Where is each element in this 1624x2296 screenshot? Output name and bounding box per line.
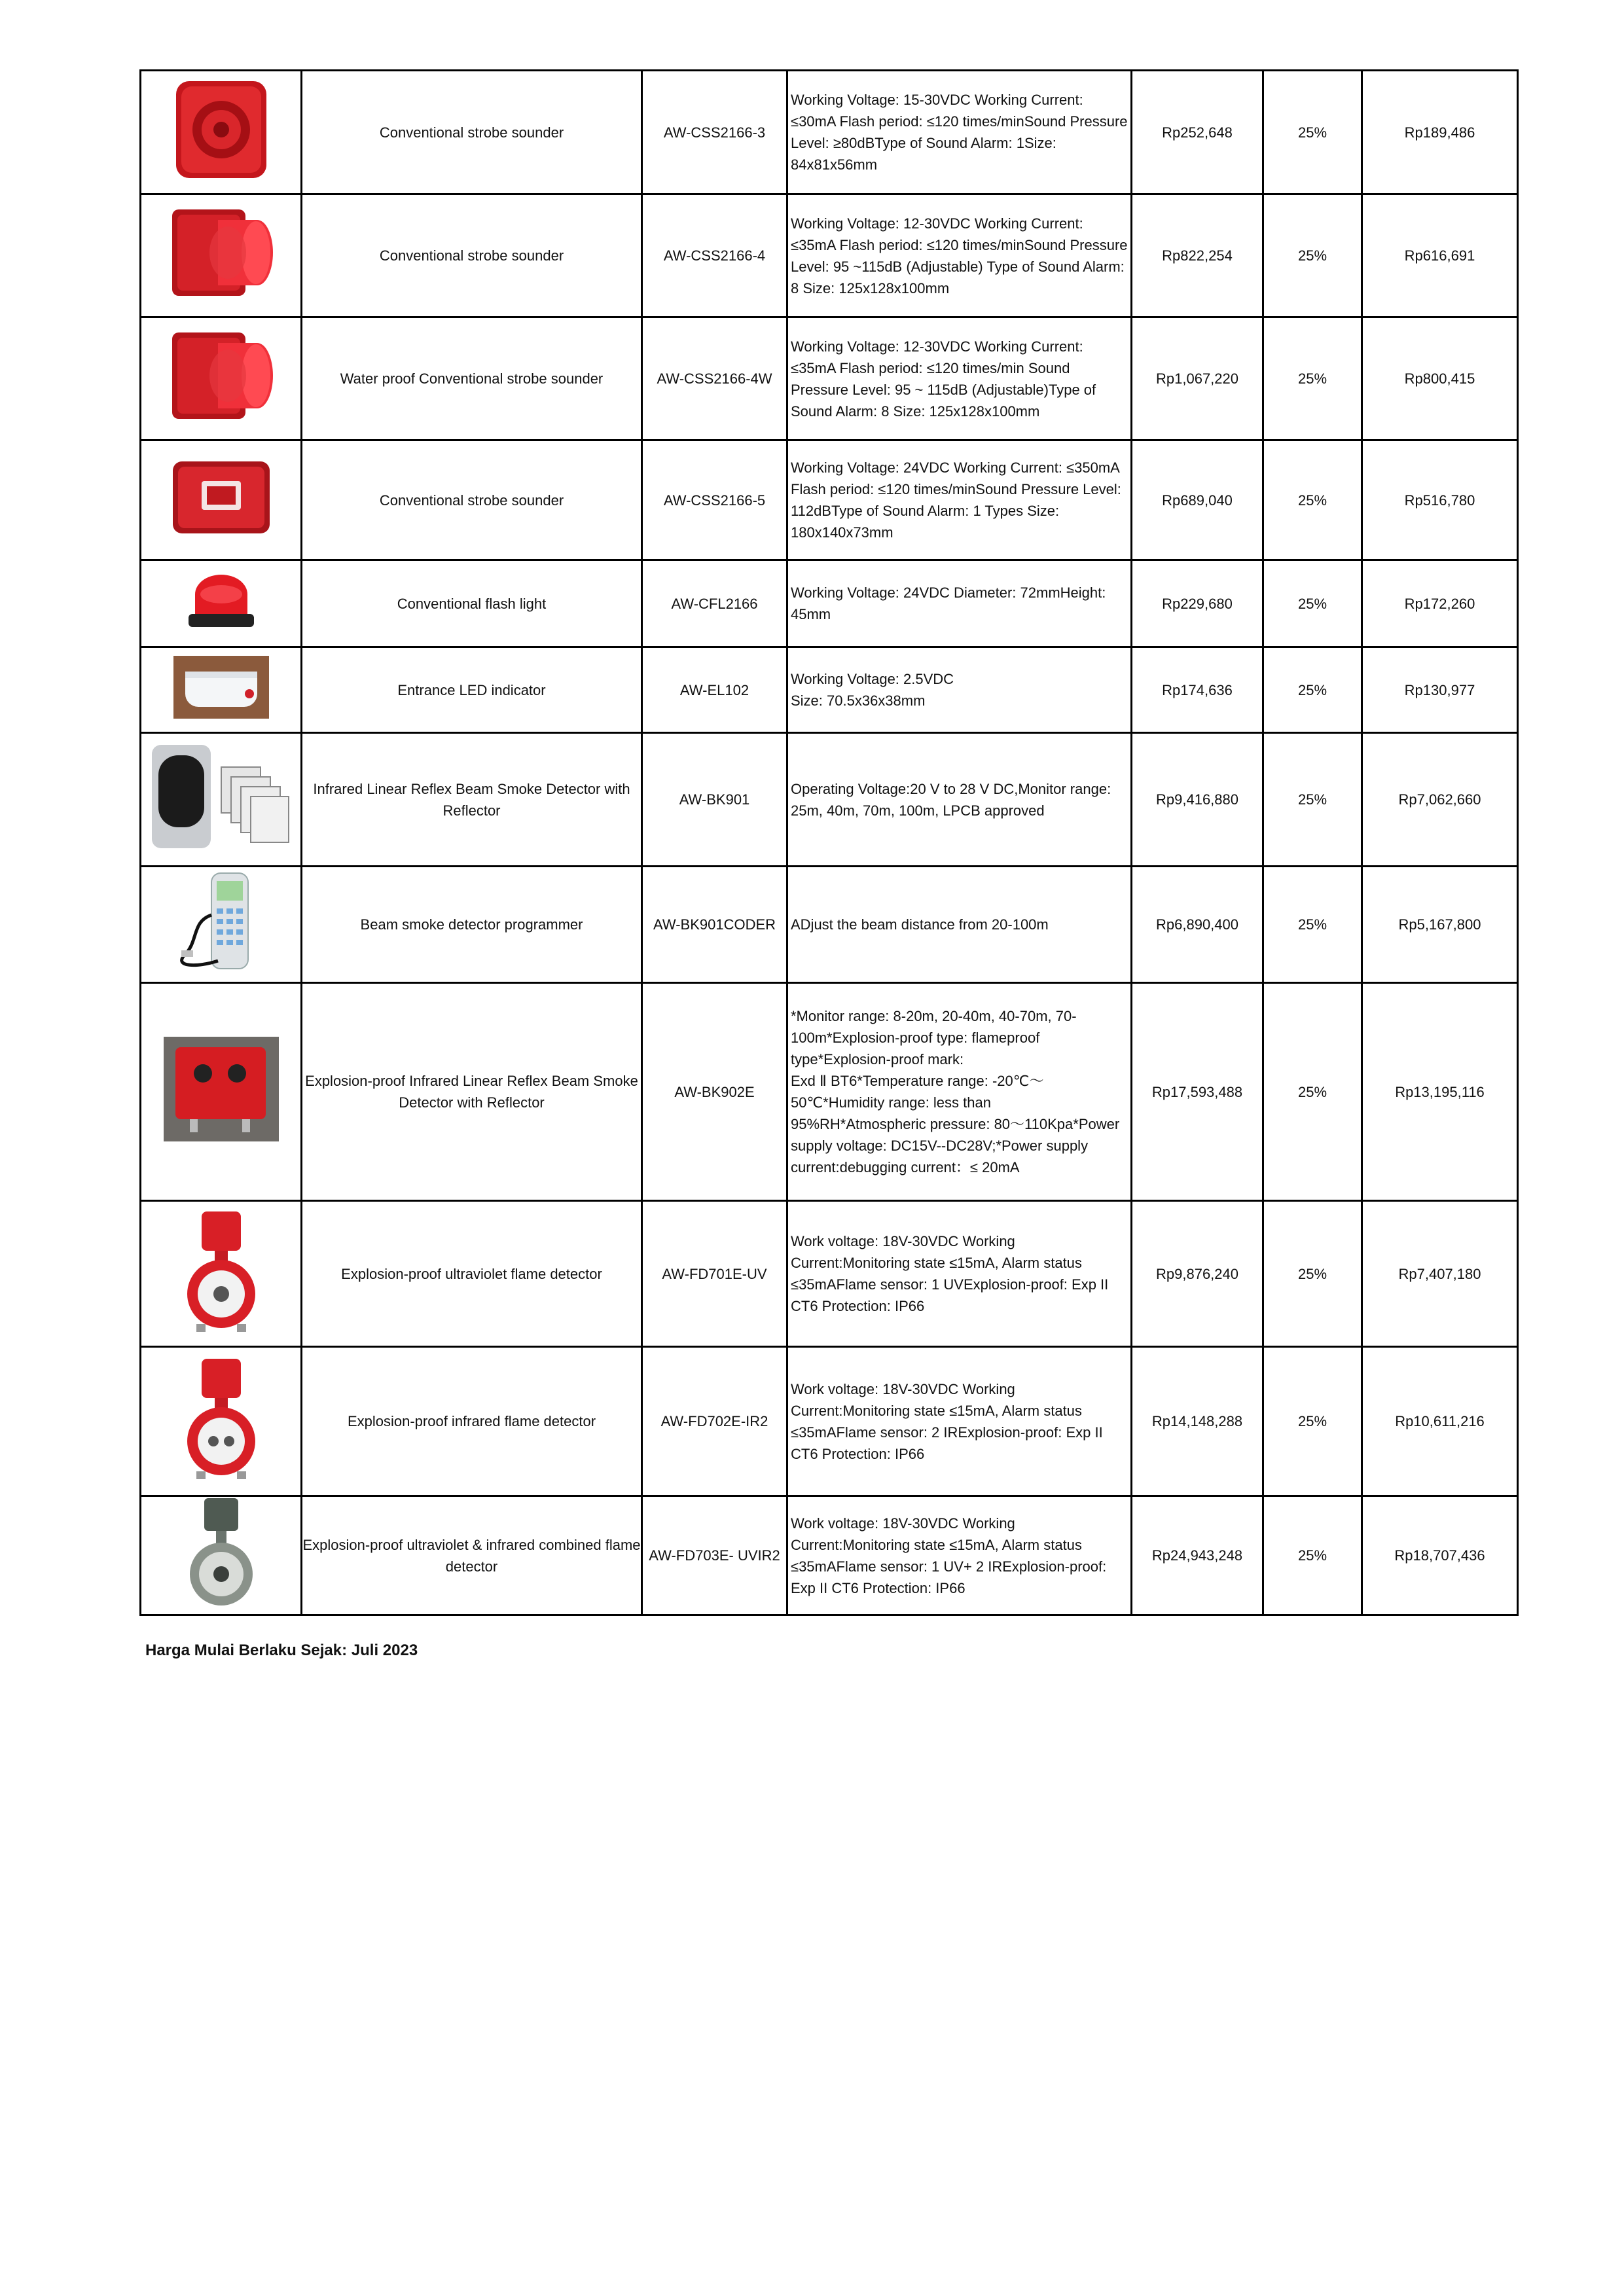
product-spec: Working Voltage: 12-30VDC Working Current: ≤35mA Flash period: ≤120 times/min Sound Pressure Level: 95 ~ 115dB (Adjustable)Type of Sound Alarm: 8 Size: 125x128x100mm [787,317,1132,440]
discount: 25% [1263,71,1362,194]
product-image-cell [141,867,302,983]
net-price: Rp5,167,800 [1362,867,1518,983]
product-code: AW-CSS2166-3 [642,71,787,194]
discount: 25% [1263,983,1362,1201]
list-price: Rp229,680 [1132,560,1263,647]
discount: 25% [1263,647,1362,733]
table-row [141,647,1518,733]
combined-flame-detector-photo [182,1497,261,1608]
net-price: Rp13,195,116 [1362,983,1518,1201]
list-price: Rp9,416,880 [1132,733,1263,867]
product-image-cell [141,1347,302,1496]
table-row [141,1201,1518,1347]
list-price: Rp252,648 [1132,71,1263,194]
strobe-sounder-photo [172,77,270,182]
table-row [141,983,1518,1201]
net-price: Rp130,977 [1362,647,1518,733]
table-row [141,1347,1518,1496]
net-price: Rp172,260 [1362,560,1518,647]
explosion-proof-box-photo [164,1037,279,1141]
discount: 25% [1263,317,1362,440]
product-spec: Working Voltage: 2.5VDC Size: 70.5x36x38mm [787,647,1132,733]
table-row [141,317,1518,440]
table-row [141,440,1518,560]
list-price: Rp174,636 [1132,647,1263,733]
list-price: Rp689,040 [1132,440,1263,560]
product-code: AW-FD701E-UV [642,1201,787,1347]
net-price: Rp7,407,180 [1362,1201,1518,1347]
strobe-sounder-photo [166,323,277,428]
table-row [141,194,1518,317]
net-price: Rp616,691 [1362,194,1518,317]
led-indicator-photo [172,655,270,720]
product-image-cell [141,733,302,867]
list-price: Rp17,593,488 [1132,983,1263,1201]
product-spec: ADjust the beam distance from 20-100m [787,867,1132,983]
discount: 25% [1263,194,1362,317]
beam-detector-photo [149,741,293,852]
list-price: Rp14,148,288 [1132,1347,1263,1496]
net-price: Rp7,062,660 [1362,733,1518,867]
product-image-cell [141,983,302,1201]
product-spec: Work voltage: 18V-30VDC Working Current:Monitoring state ≤15mA, Alarm status ≤35mAFlame sensor: 2 IRExplosion-proof: Exp II CT6 Protection: IP66 [787,1347,1132,1496]
flame-detector-photo [182,1356,261,1480]
flame-detector-photo [182,1209,261,1333]
list-price: Rp9,876,240 [1132,1201,1263,1347]
product-code: AW-CSS2166-4W [642,317,787,440]
product-name: Beam smoke detector programmer [302,867,642,983]
product-name: Explosion-proof ultraviolet & infrared combined flame detector [302,1496,642,1615]
product-image-cell [141,440,302,560]
net-price: Rp189,486 [1362,71,1518,194]
product-spec: Operating Voltage:20 V to 28 V DC,Monitor range: 25m, 40m, 70m, 100m, LPCB approved [787,733,1132,867]
flash-light-photo [182,568,261,634]
price-validity-note: Harga Mulai Berlaku Sejak: Juli 2023 [145,1641,418,1659]
product-spec: Working Voltage: 15-30VDC Working Current: ≤30mA Flash period: ≤120 times/minSound Pressure Level: ≥80dBType of Sound Alarm: 1Size: 84x81x56mm [787,71,1132,194]
product-image-cell [141,194,302,317]
product-name: Conventional flash light [302,560,642,647]
product-code: AW-FD703E- UVIR2 [642,1496,787,1615]
product-image-cell [141,317,302,440]
product-code: AW-EL102 [642,647,787,733]
discount: 25% [1263,1201,1362,1347]
table-row [141,71,1518,194]
product-name: Explosion-proof ultraviolet flame detector [302,1201,642,1347]
product-code: AW-BK901CODER [642,867,787,983]
product-name: Entrance LED indicator [302,647,642,733]
product-name: Conventional strobe sounder [302,194,642,317]
table-row [141,867,1518,983]
product-name: Conventional strobe sounder [302,71,642,194]
strobe-sounder-photo [166,200,277,305]
programmer-photo [172,869,270,974]
product-spec: Working Voltage: 24VDC Diameter: 72mmHeight: 45mm [787,560,1132,647]
product-name: Conventional strobe sounder [302,440,642,560]
product-spec: Work voltage: 18V-30VDC Working Current:Monitoring state ≤15mA, Alarm status ≤35mAFlame sensor: 1 UVExplosion-proof: Exp II CT6 Protection: IP66 [787,1201,1132,1347]
list-price: Rp1,067,220 [1132,317,1263,440]
list-price: Rp24,943,248 [1132,1496,1263,1615]
product-code: AW-FD702E-IR2 [642,1347,787,1496]
product-spec: Work voltage: 18V-30VDC Working Current:Monitoring state ≤15mA, Alarm status ≤35mAFlame sensor: 1 UV+ 2 IRExplosion-proof: Exp II CT6 Protection: IP66 [787,1496,1132,1615]
product-spec: Working Voltage: 24VDC Working Current: ≤350mA Flash period: ≤120 times/minSound Pressure Level: 112dBType of Sound Alarm: 1 Types Size: 180x140x73mm [787,440,1132,560]
product-spec: Working Voltage: 12-30VDC Working Current: ≤35mA Flash period: ≤120 times/minSound Pressure Level: 95 ~115dB (Adjustable) Type of Sound Alarm: 8 Size: 125x128x100mm [787,194,1132,317]
table-row [141,1496,1518,1615]
product-code: AW-CSS2166-4 [642,194,787,317]
product-image-cell [141,560,302,647]
product-image-cell [141,71,302,194]
product-code: AW-BK902E [642,983,787,1201]
product-name: Infrared Linear Reflex Beam Smoke Detector with Reflector [302,733,642,867]
net-price: Rp18,707,436 [1362,1496,1518,1615]
product-code: AW-BK901 [642,733,787,867]
product-spec: *Monitor range: 8-20m, 20-40m, 40-70m, 70-100m*Explosion-proof type: flameproof type*Explosion-proof mark: Exd Ⅱ BT6*Temperature range: -20℃～50℃*Humidity range: less than 95%RH*Atmospheric pressure: 80～110Kpa*Power supply voltage: DC15V--DC28V;*Power supply current:debugging current：≤ 20mA [787,983,1132,1201]
product-code: AW-CFL2166 [642,560,787,647]
table-row [141,560,1518,647]
net-price: Rp516,780 [1362,440,1518,560]
product-name: Water proof Conventional strobe sounder [302,317,642,440]
discount: 25% [1263,1347,1362,1496]
product-image-cell [141,647,302,733]
fire-sounder-photo [169,455,274,540]
product-code: AW-CSS2166-5 [642,440,787,560]
list-price: Rp822,254 [1132,194,1263,317]
price-list-table [139,69,1519,1616]
discount: 25% [1263,560,1362,647]
net-price: Rp800,415 [1362,317,1518,440]
product-name: Explosion-proof Infrared Linear Reflex Beam Smoke Detector with Reflector [302,983,642,1201]
discount: 25% [1263,733,1362,867]
product-image-cell [141,1201,302,1347]
discount: 25% [1263,440,1362,560]
product-name: Explosion-proof infrared flame detector [302,1347,642,1496]
list-price: Rp6,890,400 [1132,867,1263,983]
product-image-cell [141,1496,302,1615]
net-price: Rp10,611,216 [1362,1347,1518,1496]
discount: 25% [1263,867,1362,983]
table-row [141,733,1518,867]
discount: 25% [1263,1496,1362,1615]
